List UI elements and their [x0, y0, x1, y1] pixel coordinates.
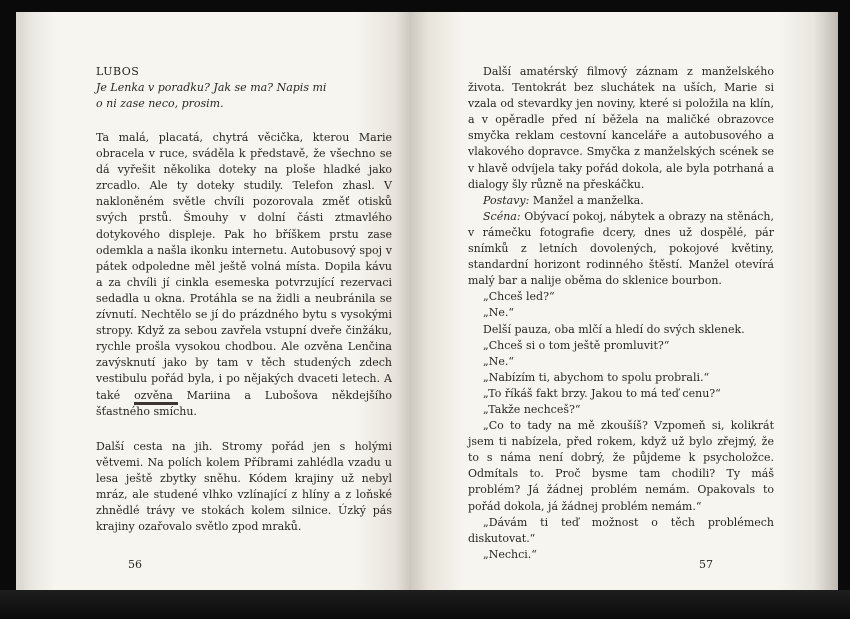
characters-text: Manžel a manželka.: [532, 193, 644, 207]
letter-sender: LUBOS: [96, 65, 140, 78]
dialogue-line: „Takže nechceš?“: [483, 402, 581, 416]
dialogue-line: „Nechci.“: [483, 547, 537, 561]
left-paragraph-2-block: [96, 439, 392, 536]
left-paragraph-1-block: [96, 130, 392, 420]
right-text-block: [468, 64, 774, 563]
dialogue-line: Delší pauza, oba mlčí a hledí do svých sklenek.: [483, 322, 745, 336]
dialogue-line: „Ne.“: [483, 354, 514, 368]
dialogue-line: „Chceš led?“: [483, 290, 555, 304]
characters-label: Postavy:: [483, 193, 530, 207]
dialogue-line: „Dávám ti teď možnost o těch problémech diskutovat.“: [468, 515, 774, 545]
left-paragraph-1: Ta malá, placatá, chytrá věcička, kterou Marie obracela v ruce, sváděla k představě, že všechno se dá vyřešit několika doteky na ploše hladké jako zrcadlo. Ale ty doteky studily. Telefon zhasl. V nakloněném světle chvíli pozorovala změť otisků svých prstů. Šmouhy v dolní části ztmavlého dotykového displeje. Pak ho bříškem prstu zase odemkla a našla ikonku internetu. Autobusový spoj v pátek odpoledne měl ještě volná místa. Dopila kávu a za chvíli jí cinkla esemeska potvrzující rezervaci sedadla u okna. Protáhla se na židli a neubránila se zívnutí. Nechtělo se jí do prázdného bytu s vysokými stropy. Když za sebou zavřela vstupní dveře činžáku, rychle prošla vysokou chodbou. Ale ozvěna Lenčina zavýsknutí jako by tam v těch studených zdech vestibulu pořád byla, i po nějakých dvaceti letech. A také ozvěna Mariina a Lubošova někdejšího šťastného smíchu.: [96, 131, 392, 418]
dialogue-line: „Chceš si o tom ještě promluvit?“: [483, 338, 670, 352]
letter-message: Je Lenka v poradku? Jak se ma? Napis mi o ni zase neco, prosim.: [96, 81, 327, 111]
open-book: [16, 12, 838, 606]
right-paragraph-1: Další amatérský filmový záznam z manželského života. Tentokrát bez sluchátek na uších, Marie si vzala od stevardky jen noviny, které si položila na klín, a v opěradle před ní běžela na maličké obrazovce smyčka reklam cestovní kanceláře a autobusového a vlakového dopravce. Smyčka z manželských scének se v hlavě odvíjela taky pořád dokola, ale byla potrhaná a dialogy šly různě na přeskáčku.: [468, 65, 774, 191]
right-page: [409, 12, 838, 606]
section-separator: [134, 402, 178, 405]
dialogue-line: „Ne.“: [483, 306, 514, 320]
scene-line: [468, 209, 774, 289]
characters-line: [468, 193, 774, 209]
page-number-right: 57: [699, 558, 713, 571]
scene-label: Scéna:: [483, 209, 521, 223]
dialogue-line: „To říkáš fakt brzy. Jakou to má teď cenu?“: [483, 386, 721, 400]
scene-text: Obývací pokoj, nábytek a obrazy na stěnách, v rámečku fotografie dcery, dnes už dospělé, pár snímků z letních dovolených, pokojové květiny, standardní horizont rodinného štěstí. Manžel otevírá malý bar a nalije oběma do sklenice bourbon.: [468, 209, 774, 288]
left-paragraph-2: Další cesta na jih. Stromy pořád jen s holými větvemi. Na polích kolem Příbrami zahlédla vzadu u lesa ještě zbytky sněhu. Kódem krajiny už nebyl mráz, ale studené vlhko vzlínající z hlíny a z loňské zhnědlé trávy ve stokách kolem silnice. Úzký pás krajiny ozařovalo světlo zpod mraků.: [96, 440, 392, 534]
bottom-shadow: [0, 590, 850, 619]
letter-header-block: [96, 64, 392, 112]
left-page: [16, 12, 409, 606]
dialogue-line: „Nabízím ti, abychom to spolu probrali.“: [483, 370, 710, 384]
dialogue-line: „Co to tady na mě zkoušíš? Vzpomeň si, kolikrát jsem ti nabízela, před rokem, když už bylo zřejmý, že to s náma není dobrý, že půjdeme k psycholožce. Odmítals to. Proč bysme tam chodili? Ty máš problém? Já žádnej problém nemám. Opakovals to pořád dokola, já žádnej problém nemám.“: [468, 419, 774, 513]
page-number-left: 56: [128, 558, 142, 571]
page-edges: [16, 12, 24, 606]
